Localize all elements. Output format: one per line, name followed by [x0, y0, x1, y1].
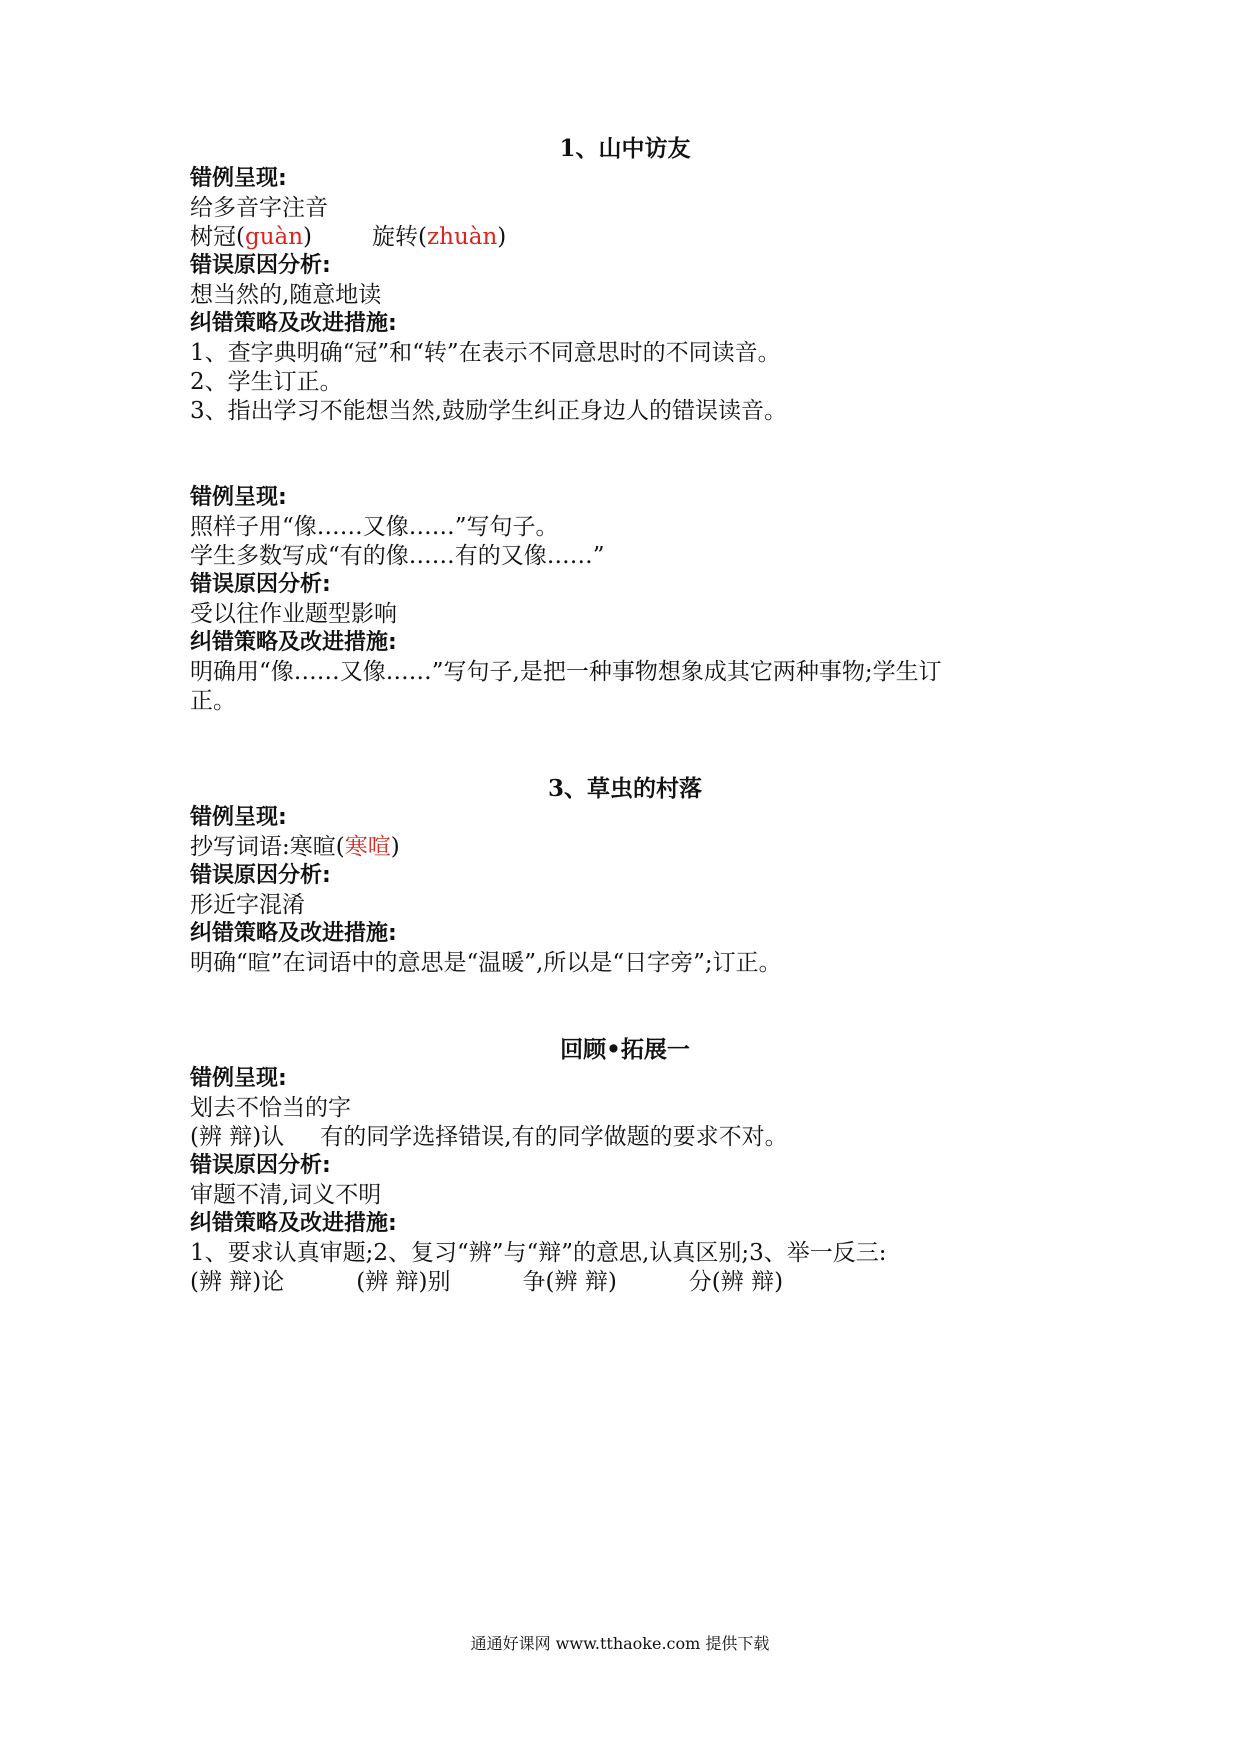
fix-line: 2、学生订正。	[190, 369, 343, 395]
pinyin-answer: zhuàn	[427, 224, 498, 250]
section-title-4: 回顾•拓展一	[560, 1036, 690, 1063]
cause-text: 审题不清,词义不明	[190, 1182, 382, 1208]
section-title-3: 3、草虫的村落	[547, 775, 702, 802]
cause-label: 错误原因分析:	[190, 572, 331, 597]
error-example-line	[190, 1122, 788, 1152]
error-label: 错例呈现:	[190, 1066, 287, 1091]
error-label: 错例呈现:	[190, 485, 287, 510]
pinyin-item: 树冠(	[190, 224, 245, 250]
fix-line: 正。	[190, 688, 236, 714]
fix-line: 1、要求认真审题;2、复习“辨”与“辩”的意思,认真区别;3、举一反三:	[190, 1240, 887, 1266]
fix-line: 1、查字典明确“冠”和“转”在表示不同意思时的不同读音。	[190, 340, 781, 366]
pinyin-close: )	[303, 224, 313, 250]
pinyin-close: )	[497, 224, 507, 250]
error-wrong-word: 寒喧	[344, 834, 391, 860]
practice-item: (辨 辩)别	[356, 1269, 451, 1295]
error-label: 错例呈现:	[190, 805, 287, 830]
fix-line: 明确用“像……又像……”写句子,是把一种事物想象成其它两种事物;学生订	[190, 659, 942, 685]
section-title-1: 1、山中访友	[559, 135, 691, 162]
fix-label: 纠错策略及改进措施:	[190, 630, 397, 655]
practice-item: 分(辨 辩)	[688, 1269, 784, 1295]
practice-item: 争(辨 辩)	[522, 1269, 617, 1295]
cause-label: 错误原因分析:	[190, 863, 331, 888]
error-prefix: 抄写词语:寒暄(	[190, 834, 345, 860]
fix-label: 纠错策略及改进措施:	[190, 1211, 397, 1236]
error-line: 照样子用“像……又像……”写句子。	[190, 514, 559, 540]
practice-line	[190, 1267, 783, 1297]
error-line: 给多音字注音	[190, 195, 328, 221]
cause-label: 错误原因分析:	[190, 253, 331, 278]
cause-text: 受以往作业题型影响	[190, 601, 397, 627]
error-line: 划去不恰当的字	[190, 1095, 351, 1121]
footer: 通通好课网 www.tthaoke.com 提供下载	[470, 1634, 770, 1653]
pinyin-line	[190, 222, 506, 252]
fix-label: 纠错策略及改进措施:	[190, 311, 397, 336]
error-label: 错例呈现:	[190, 166, 287, 191]
cause-text: 想当然的,随意地读	[190, 282, 382, 308]
cause-label: 错误原因分析:	[190, 1153, 331, 1178]
fix-line: 3、指出学习不能想当然,鼓励学生纠正身边人的错误读音。	[190, 398, 787, 424]
error-line: 学生多数写成“有的像……有的又像……”	[190, 543, 605, 569]
error-suffix: )	[390, 834, 400, 860]
cause-text: 形近字混淆	[190, 892, 305, 918]
practice-item: (辨 辩)论	[190, 1269, 285, 1295]
error-line	[190, 832, 400, 862]
pinyin-answer: guàn	[244, 224, 304, 250]
fix-line: 明确“暄”在词语中的意思是“温暖”,所以是“日字旁”;订正。	[190, 950, 782, 976]
pinyin-item: 旋转(	[372, 224, 428, 250]
error-example: (辨 辩)认	[190, 1124, 285, 1150]
fix-label: 纠错策略及改进措施:	[190, 921, 397, 946]
error-note: 有的同学选择错误,有的同学做题的要求不对。	[320, 1124, 788, 1150]
